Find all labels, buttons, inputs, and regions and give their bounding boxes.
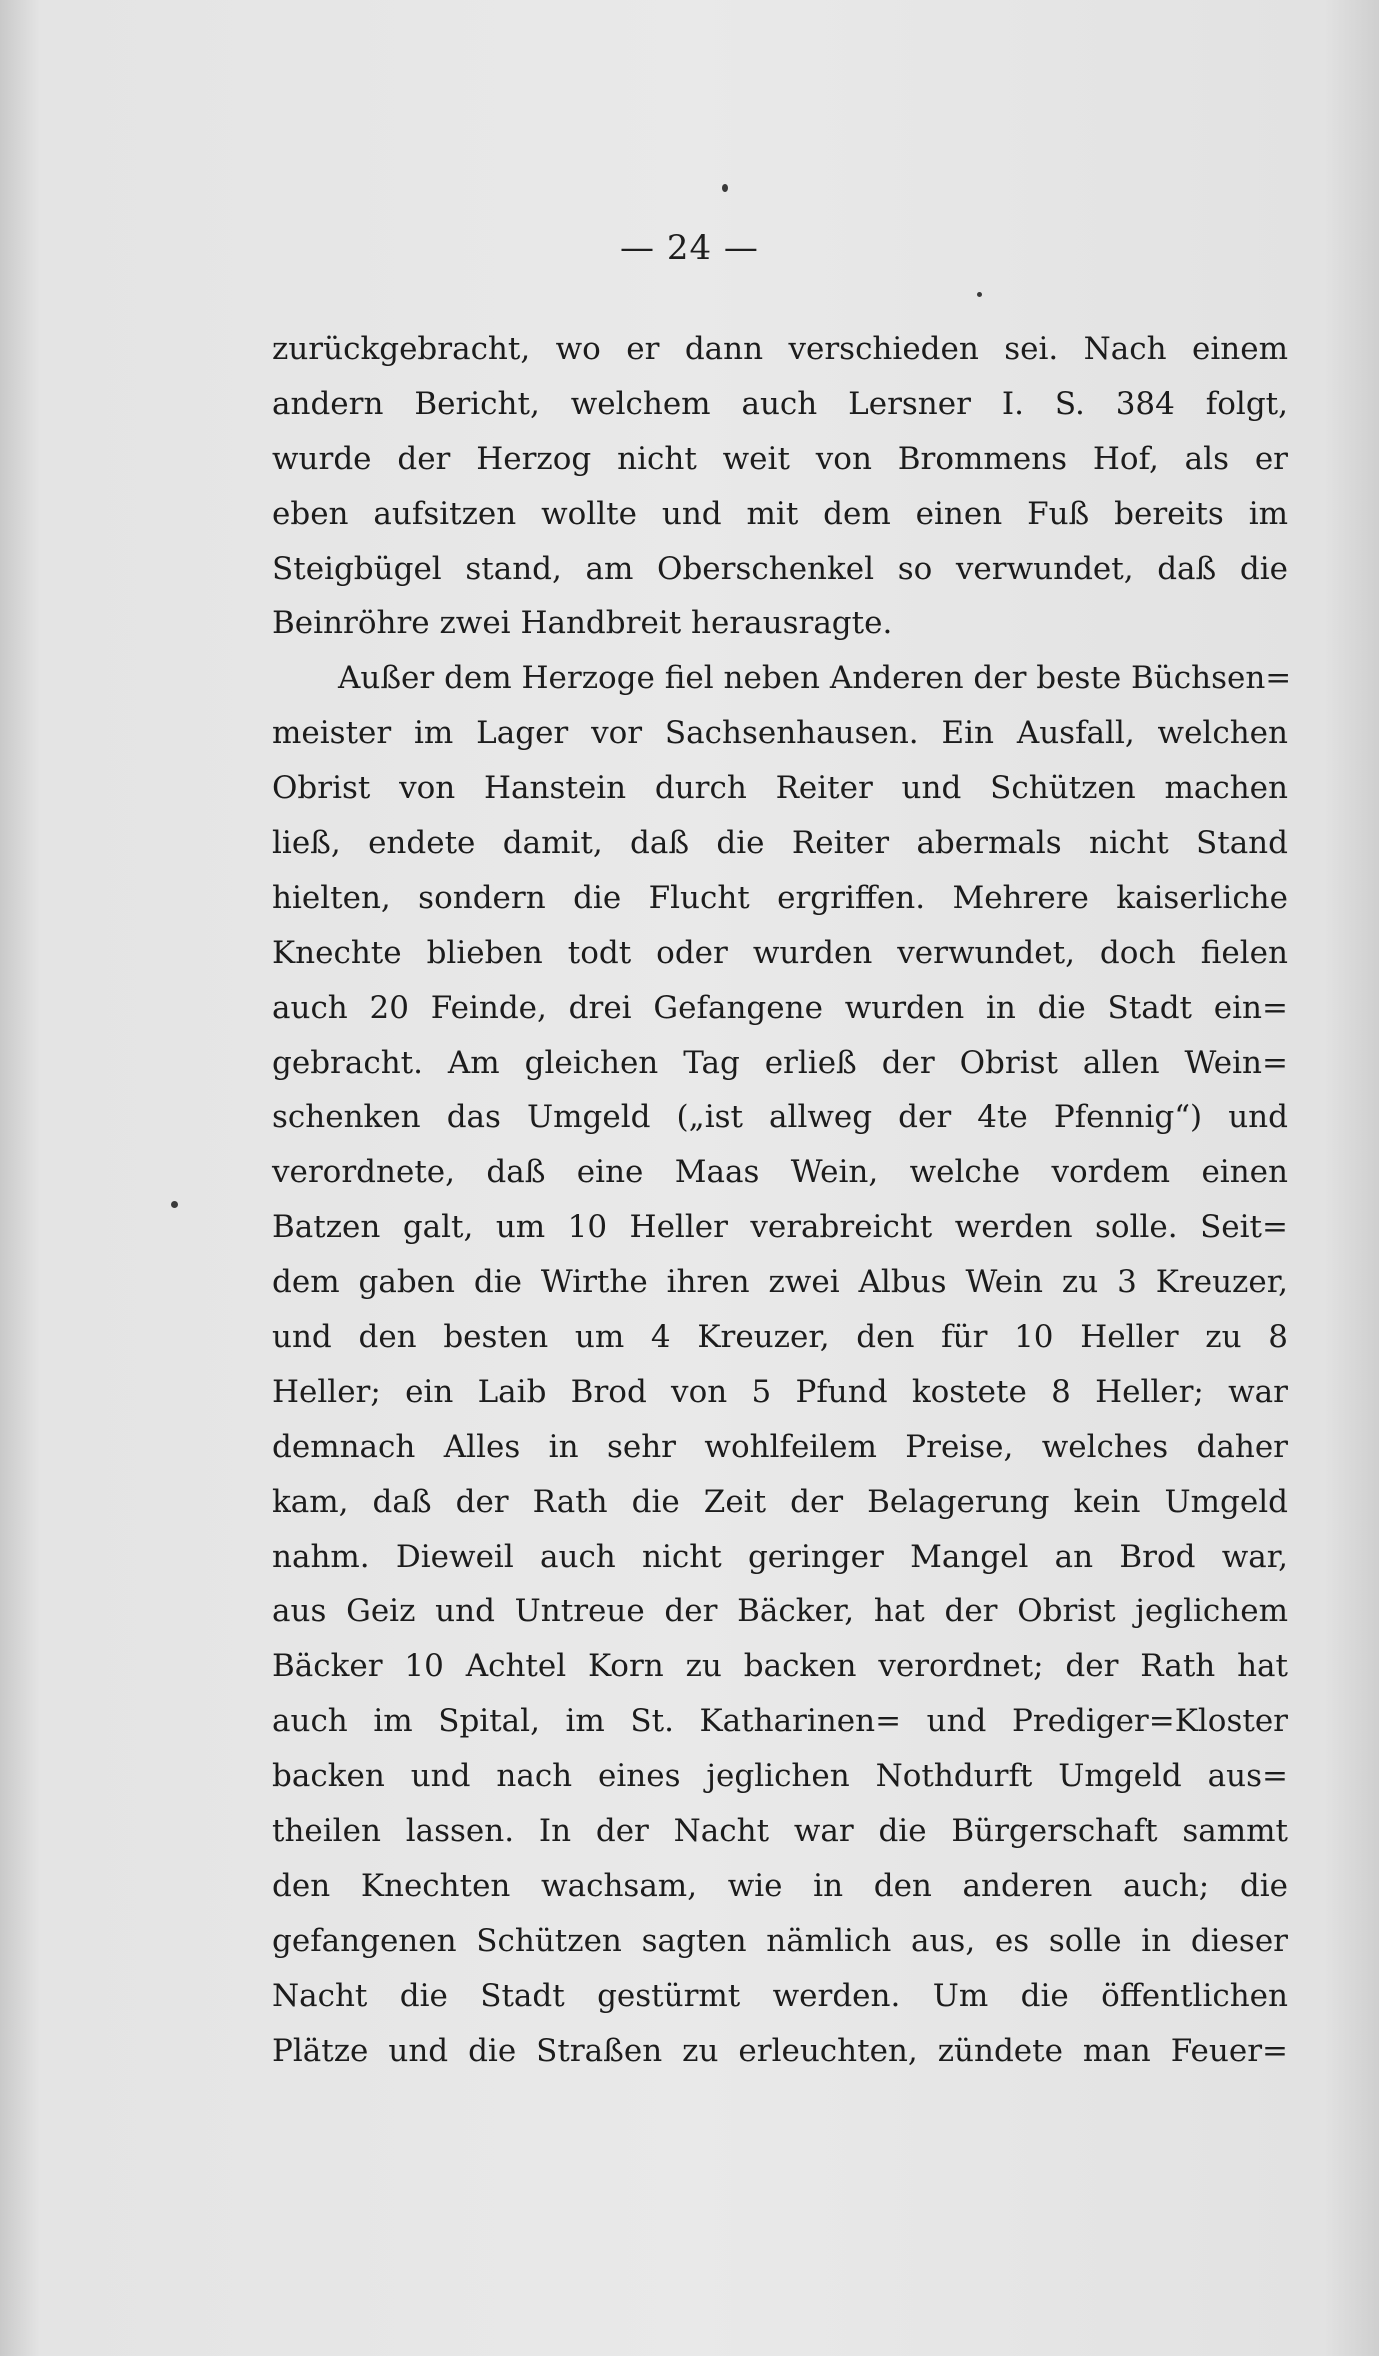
- text-line: Nacht die Stadt gestürmt werden. Um die öffentlichen: [272, 1977, 1288, 2014]
- print-speck: [171, 1201, 178, 1208]
- text-line: dem gaben die Wirthe ihren zwei Albus Wein zu 3 Kreuzer,: [272, 1264, 1288, 1301]
- text-line: den Knechten wachsam, wie in den anderen auch; die: [272, 1867, 1288, 1904]
- text-line: eben aufsitzen wollte und mit dem einen Fuß bereits im: [272, 495, 1288, 532]
- paragraph-1: [272, 322, 1288, 651]
- text-line: Außer dem Herzoge fiel neben Anderen der beste Büchsen=: [338, 660, 1292, 697]
- text-line: ließ, endete damit, daß die Reiter abermals nicht Stand: [272, 825, 1288, 862]
- text-line: aus Geiz und Untreue der Bäcker, hat der Obrist jeglichem: [272, 1593, 1288, 1630]
- text-line: meister im Lager vor Sachsenhausen. Ein Ausfall, welchen: [272, 715, 1288, 752]
- text-line: Heller; ein Laib Brod von 5 Pfund kostete 8 Heller; war: [272, 1373, 1288, 1410]
- text-line: Obrist von Hanstein durch Reiter und Schützen machen: [272, 770, 1288, 807]
- text-line: wurde der Herzog nicht weit von Brommens Hof, als er: [272, 440, 1288, 477]
- text-line: andern Bericht, welchem auch Lersner I. S. 384 folgt,: [272, 385, 1288, 422]
- text-line: backen und nach eines jeglichen Nothdurft Umgeld aus=: [272, 1758, 1288, 1795]
- text-line: demnach Alles in sehr wohlfeilem Preise, welches daher: [272, 1428, 1288, 1465]
- text-line: nahm. Dieweil auch nicht geringer Mangel an Brod war,: [272, 1538, 1288, 1575]
- text-line: gebracht. Am gleichen Tag erließ der Obrist allen Wein=: [272, 1044, 1288, 1081]
- text-line: Knechte blieben todt oder wurden verwundet, doch fielen: [272, 934, 1288, 971]
- text-line: gefangenen Schützen sagten nämlich aus, es solle in dieser: [272, 1922, 1288, 1959]
- page-number: — 24 —: [620, 228, 759, 268]
- text-line: zurückgebracht, wo er dann verschieden sei. Nach einem: [272, 331, 1288, 367]
- print-speck: [722, 184, 728, 192]
- text-line: auch im Spital, im St. Katharinen= und Prediger=Kloster: [272, 1703, 1288, 1740]
- text-line: Bäcker 10 Achtel Korn zu backen verordnet; der Rath hat: [272, 1648, 1288, 1685]
- text-line: auch 20 Feinde, drei Gefangene wurden in die Stadt ein=: [272, 989, 1288, 1026]
- paragraph-2: [272, 651, 1292, 2078]
- text-line: Batzen galt, um 10 Heller verabreicht werden solle. Seit=: [272, 1209, 1288, 1246]
- text-line: Plätze und die Straßen zu erleuchten, zündete man Feuer=: [272, 2032, 1288, 2069]
- text-line: Steigbügel stand, am Oberschenkel so verwundet, daß die: [272, 550, 1288, 587]
- text-line: und den besten um 4 Kreuzer, den für 10 Heller zu 8: [272, 1319, 1288, 1356]
- text-line: Beinröhre zwei Handbreit herausragte.: [272, 605, 893, 642]
- text-line: schenken das Umgeld („ist allweg der 4te Pfennig“) und: [272, 1099, 1288, 1136]
- text-line: kam, daß der Rath die Zeit der Belagerung kein Umgeld: [272, 1483, 1288, 1520]
- text-line: theilen lassen. In der Nacht war die Bürgerschaft sammt: [272, 1813, 1288, 1850]
- print-speck: [977, 292, 982, 297]
- body-text: [272, 322, 1292, 2079]
- text-line: hielten, sondern die Flucht ergriffen. Mehrere kaiserliche: [272, 879, 1288, 916]
- text-line: verordnete, daß eine Maas Wein, welche vordem einen: [272, 1154, 1288, 1191]
